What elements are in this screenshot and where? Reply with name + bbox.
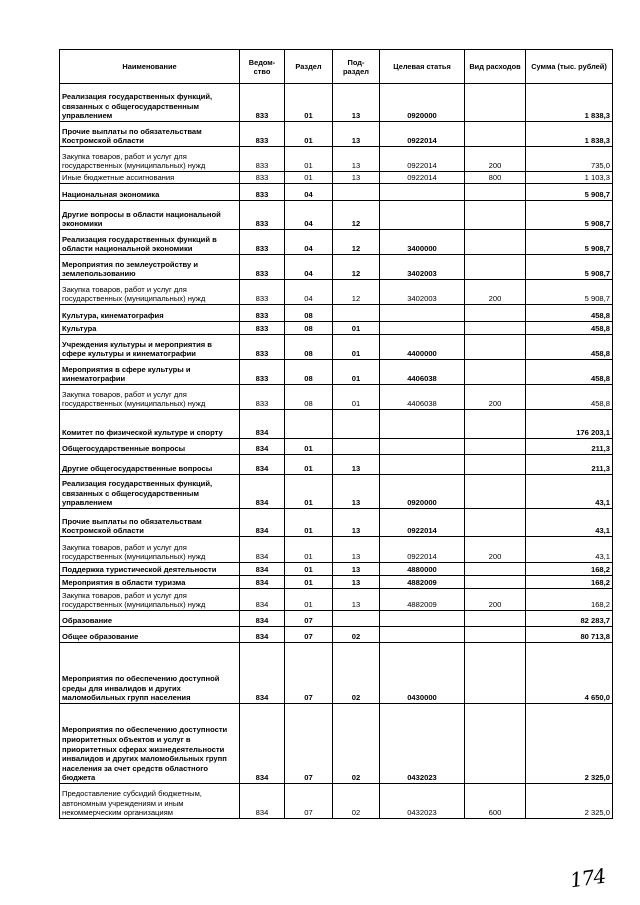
- row-vid-cell: [465, 335, 526, 360]
- row-target-cell: 4406038: [380, 360, 465, 385]
- row-vid-cell: [465, 475, 526, 509]
- row-name-cell: Иные бюджетные ассигнования: [60, 172, 240, 184]
- row-razdel-cell: 01: [285, 439, 333, 455]
- row-sum-cell: 168,2: [526, 589, 613, 611]
- row-target-cell: 4882009: [380, 589, 465, 611]
- row-name-cell: Мероприятия по обеспечению доступности приоритетных объектов и услуг в приоритетных сферах жизнедеятельности инвалидов и других маломобильных групп населения за счет средств областного бюджета: [60, 704, 240, 784]
- row-vid-cell: [465, 122, 526, 147]
- row-vid-cell: [465, 322, 526, 335]
- row-podrazdel-cell: 12: [333, 280, 380, 305]
- table-row: [60, 439, 613, 455]
- row-name-cell: Реализация государственных функций, связанных с общегосударственным управлением: [60, 475, 240, 509]
- row-vid-cell: [465, 439, 526, 455]
- row-vid-cell: 600: [465, 784, 526, 819]
- row-sum-cell: 176 203,1: [526, 410, 613, 439]
- row-podrazdel-cell: 12: [333, 255, 380, 280]
- row-razdel-cell: 01: [285, 563, 333, 576]
- row-name-cell: Мероприятия по обеспечению доступной среды для инвалидов и других маломобильных групп населения: [60, 643, 240, 704]
- row-razdel-cell: 01: [285, 172, 333, 184]
- row-razdel-cell: 01: [285, 475, 333, 509]
- row-razdel-cell: 08: [285, 360, 333, 385]
- row-name-cell: Мероприятия в области туризма: [60, 576, 240, 589]
- row-name-cell: Мероприятия в сфере культуры и кинематографии: [60, 360, 240, 385]
- row-sum-cell: 735,0: [526, 147, 613, 172]
- row-sum-cell: 82 283,7: [526, 611, 613, 627]
- row-vedom-cell: 833: [240, 360, 285, 385]
- row-name-cell: Закупка товаров, работ и услуг для государственных (муниципальных) нужд: [60, 147, 240, 172]
- table-row: [60, 537, 613, 563]
- row-podrazdel-cell: [333, 184, 380, 201]
- row-vid-cell: [465, 509, 526, 537]
- row-podrazdel-cell: 13: [333, 589, 380, 611]
- row-sum-cell: 211,3: [526, 439, 613, 455]
- row-vedom-cell: 834: [240, 563, 285, 576]
- row-sum-cell: 80 713,8: [526, 627, 613, 643]
- header-target: Целевая статья: [380, 50, 465, 84]
- row-target-cell: 0430000: [380, 643, 465, 704]
- table-row: [60, 184, 613, 201]
- row-vid-cell: [465, 410, 526, 439]
- row-target-cell: 0432023: [380, 704, 465, 784]
- row-podrazdel-cell: 13: [333, 537, 380, 563]
- row-vid-cell: 200: [465, 537, 526, 563]
- row-sum-cell: 1 838,3: [526, 84, 613, 122]
- row-sum-cell: 458,8: [526, 335, 613, 360]
- row-razdel-cell: 01: [285, 537, 333, 563]
- header-razdel: Раздел: [285, 50, 333, 84]
- row-target-cell: 4882009: [380, 576, 465, 589]
- row-target-cell: 4880000: [380, 563, 465, 576]
- row-podrazdel-cell: 02: [333, 643, 380, 704]
- table-row: [60, 589, 613, 611]
- row-vedom-cell: 834: [240, 537, 285, 563]
- row-razdel-cell: 01: [285, 84, 333, 122]
- row-target-cell: [380, 184, 465, 201]
- row-target-cell: 0432023: [380, 784, 465, 819]
- row-target-cell: 0922014: [380, 122, 465, 147]
- row-vid-cell: [465, 305, 526, 322]
- row-vedom-cell: 833: [240, 280, 285, 305]
- table-row: [60, 563, 613, 576]
- row-podrazdel-cell: [333, 439, 380, 455]
- row-podrazdel-cell: 13: [333, 122, 380, 147]
- table-row: [60, 305, 613, 322]
- row-sum-cell: 458,8: [526, 360, 613, 385]
- row-vid-cell: [465, 255, 526, 280]
- row-razdel-cell: 04: [285, 255, 333, 280]
- row-podrazdel-cell: 13: [333, 576, 380, 589]
- row-name-cell: Национальная экономика: [60, 184, 240, 201]
- row-vedom-cell: 833: [240, 385, 285, 410]
- row-target-cell: [380, 627, 465, 643]
- row-podrazdel-cell: [333, 611, 380, 627]
- row-razdel-cell: 08: [285, 305, 333, 322]
- row-vid-cell: [465, 184, 526, 201]
- row-podrazdel-cell: 13: [333, 147, 380, 172]
- row-target-cell: 3402003: [380, 280, 465, 305]
- table-row: [60, 255, 613, 280]
- header-name: Наименование: [60, 50, 240, 84]
- table-row: [60, 784, 613, 819]
- row-razdel-cell: 07: [285, 611, 333, 627]
- row-name-cell: Закупка товаров, работ и услуг для государственных (муниципальных) нужд: [60, 280, 240, 305]
- header-vedom: Ведом-ство: [240, 50, 285, 84]
- row-sum-cell: 5 908,7: [526, 255, 613, 280]
- row-vedom-cell: 834: [240, 410, 285, 439]
- row-podrazdel-cell: 02: [333, 627, 380, 643]
- row-vid-cell: 200: [465, 280, 526, 305]
- row-podrazdel-cell: 01: [333, 385, 380, 410]
- row-target-cell: 3400000: [380, 230, 465, 255]
- table-row: [60, 322, 613, 335]
- row-sum-cell: 5 908,7: [526, 184, 613, 201]
- row-sum-cell: 5 908,7: [526, 201, 613, 230]
- table-row: [60, 230, 613, 255]
- row-vid-cell: 200: [465, 385, 526, 410]
- row-target-cell: [380, 201, 465, 230]
- row-vid-cell: 200: [465, 147, 526, 172]
- row-sum-cell: 4 650,0: [526, 643, 613, 704]
- row-vedom-cell: 834: [240, 576, 285, 589]
- row-vedom-cell: 834: [240, 589, 285, 611]
- row-sum-cell: 211,3: [526, 455, 613, 475]
- row-podrazdel-cell: 02: [333, 704, 380, 784]
- row-vid-cell: [465, 576, 526, 589]
- row-vid-cell: [465, 201, 526, 230]
- header-podrazdel: Под-раздел: [333, 50, 380, 84]
- table-row: [60, 704, 613, 784]
- row-podrazdel-cell: 13: [333, 455, 380, 475]
- table-row: [60, 280, 613, 305]
- row-vid-cell: [465, 230, 526, 255]
- row-vedom-cell: 833: [240, 230, 285, 255]
- row-razdel-cell: 01: [285, 576, 333, 589]
- table-row: [60, 475, 613, 509]
- table-row: [60, 643, 613, 704]
- row-sum-cell: 5 908,7: [526, 280, 613, 305]
- row-vid-cell: 800: [465, 172, 526, 184]
- row-razdel-cell: 04: [285, 184, 333, 201]
- row-razdel-cell: 04: [285, 280, 333, 305]
- row-sum-cell: 43,1: [526, 537, 613, 563]
- row-vedom-cell: 834: [240, 643, 285, 704]
- row-vid-cell: [465, 360, 526, 385]
- row-name-cell: Другие общегосударственные вопросы: [60, 455, 240, 475]
- row-vedom-cell: 833: [240, 255, 285, 280]
- row-target-cell: 0922014: [380, 537, 465, 563]
- row-sum-cell: 458,8: [526, 305, 613, 322]
- row-name-cell: Реализация государственных функций, связанных с общегосударственным управлением: [60, 84, 240, 122]
- row-podrazdel-cell: 12: [333, 201, 380, 230]
- row-vid-cell: [465, 84, 526, 122]
- row-sum-cell: 168,2: [526, 576, 613, 589]
- row-vedom-cell: 833: [240, 335, 285, 360]
- table-row: [60, 627, 613, 643]
- row-sum-cell: 1 103,3: [526, 172, 613, 184]
- row-name-cell: Образование: [60, 611, 240, 627]
- row-razdel-cell: 04: [285, 201, 333, 230]
- row-vedom-cell: 833: [240, 322, 285, 335]
- row-razdel-cell: 07: [285, 704, 333, 784]
- row-target-cell: 0920000: [380, 84, 465, 122]
- row-podrazdel-cell: 13: [333, 475, 380, 509]
- table-row: [60, 455, 613, 475]
- row-vid-cell: [465, 455, 526, 475]
- row-sum-cell: 43,1: [526, 509, 613, 537]
- row-vedom-cell: 834: [240, 627, 285, 643]
- row-razdel-cell: 08: [285, 335, 333, 360]
- row-vedom-cell: 833: [240, 84, 285, 122]
- row-sum-cell: 168,2: [526, 563, 613, 576]
- row-razdel-cell: 01: [285, 589, 333, 611]
- table-body: [60, 84, 613, 819]
- row-sum-cell: 5 908,7: [526, 230, 613, 255]
- header-sum: Сумма (тыс. рублей): [526, 50, 613, 84]
- page-number: 174: [568, 863, 607, 893]
- row-podrazdel-cell: 01: [333, 322, 380, 335]
- row-name-cell: Закупка товаров, работ и услуг для государственных (муниципальных) нужд: [60, 537, 240, 563]
- row-vedom-cell: 834: [240, 784, 285, 819]
- row-razdel-cell: [285, 410, 333, 439]
- row-name-cell: Культура: [60, 322, 240, 335]
- row-target-cell: 3402003: [380, 255, 465, 280]
- row-podrazdel-cell: [333, 305, 380, 322]
- row-razdel-cell: 07: [285, 643, 333, 704]
- row-target-cell: 4406038: [380, 385, 465, 410]
- row-razdel-cell: 01: [285, 147, 333, 172]
- row-vedom-cell: 834: [240, 704, 285, 784]
- row-razdel-cell: 04: [285, 230, 333, 255]
- row-vedom-cell: 834: [240, 455, 285, 475]
- table-row: [60, 201, 613, 230]
- row-razdel-cell: 07: [285, 627, 333, 643]
- row-vedom-cell: 834: [240, 509, 285, 537]
- row-target-cell: [380, 439, 465, 455]
- table-row: [60, 576, 613, 589]
- row-vid-cell: [465, 627, 526, 643]
- budget-table: [59, 49, 613, 819]
- row-podrazdel-cell: 13: [333, 563, 380, 576]
- header-vid: Вид расходов: [465, 50, 526, 84]
- row-target-cell: 0922014: [380, 172, 465, 184]
- table-row: [60, 385, 613, 410]
- row-name-cell: Закупка товаров, работ и услуг для государственных (муниципальных) нужд: [60, 385, 240, 410]
- row-podrazdel-cell: [333, 410, 380, 439]
- row-name-cell: Общегосударственные вопросы: [60, 439, 240, 455]
- table-row: [60, 360, 613, 385]
- table-row: [60, 122, 613, 147]
- row-vid-cell: [465, 563, 526, 576]
- row-vedom-cell: 834: [240, 475, 285, 509]
- row-vid-cell: 200: [465, 589, 526, 611]
- row-target-cell: [380, 455, 465, 475]
- row-vedom-cell: 834: [240, 611, 285, 627]
- row-podrazdel-cell: 01: [333, 335, 380, 360]
- table-row: [60, 147, 613, 172]
- row-target-cell: 0922014: [380, 147, 465, 172]
- row-vedom-cell: 833: [240, 184, 285, 201]
- row-razdel-cell: 07: [285, 784, 333, 819]
- row-podrazdel-cell: 02: [333, 784, 380, 819]
- row-razdel-cell: 08: [285, 322, 333, 335]
- row-podrazdel-cell: 13: [333, 509, 380, 537]
- row-name-cell: Мероприятия по землеустройству и землепользованию: [60, 255, 240, 280]
- row-name-cell: Реализация государственных функций в области национальной экономики: [60, 230, 240, 255]
- table-row: [60, 172, 613, 184]
- row-sum-cell: 2 325,0: [526, 704, 613, 784]
- row-vid-cell: [465, 643, 526, 704]
- row-name-cell: Поддержка туристической деятельности: [60, 563, 240, 576]
- row-target-cell: [380, 322, 465, 335]
- row-podrazdel-cell: 13: [333, 172, 380, 184]
- row-razdel-cell: 01: [285, 122, 333, 147]
- row-target-cell: 0920000: [380, 475, 465, 509]
- row-name-cell: Другие вопросы в области национальной экономики: [60, 201, 240, 230]
- row-target-cell: 0922014: [380, 509, 465, 537]
- table-row: [60, 410, 613, 439]
- row-razdel-cell: 01: [285, 509, 333, 537]
- row-sum-cell: 43,1: [526, 475, 613, 509]
- row-vid-cell: [465, 611, 526, 627]
- row-target-cell: [380, 410, 465, 439]
- row-podrazdel-cell: 13: [333, 84, 380, 122]
- row-sum-cell: 2 325,0: [526, 784, 613, 819]
- row-target-cell: [380, 611, 465, 627]
- row-name-cell: Прочие выплаты по обязательствам Костромской области: [60, 122, 240, 147]
- row-name-cell: Закупка товаров, работ и услуг для государственных (муниципальных) нужд: [60, 589, 240, 611]
- row-vedom-cell: 833: [240, 201, 285, 230]
- row-name-cell: Предоставление субсидий бюджетным, автономным учреждениям и иным некоммерческим организациям: [60, 784, 240, 819]
- row-vedom-cell: 833: [240, 147, 285, 172]
- row-target-cell: [380, 305, 465, 322]
- row-vedom-cell: 833: [240, 172, 285, 184]
- row-razdel-cell: 01: [285, 455, 333, 475]
- row-sum-cell: 458,8: [526, 322, 613, 335]
- row-name-cell: Учреждения культуры и мероприятия в сфере культуры и кинематографии: [60, 335, 240, 360]
- row-razdel-cell: 08: [285, 385, 333, 410]
- row-vid-cell: [465, 704, 526, 784]
- row-sum-cell: 458,8: [526, 385, 613, 410]
- row-vedom-cell: 833: [240, 305, 285, 322]
- row-name-cell: Комитет по физической культуре и спорту: [60, 410, 240, 439]
- row-vedom-cell: 833: [240, 122, 285, 147]
- row-name-cell: Культура, кинематография: [60, 305, 240, 322]
- table-header-row: [60, 50, 613, 84]
- row-podrazdel-cell: 12: [333, 230, 380, 255]
- row-sum-cell: 1 838,3: [526, 122, 613, 147]
- row-vedom-cell: 834: [240, 439, 285, 455]
- row-name-cell: Общее образование: [60, 627, 240, 643]
- row-name-cell: Прочие выплаты по обязательствам Костромской области: [60, 509, 240, 537]
- row-target-cell: 4400000: [380, 335, 465, 360]
- table-row: [60, 611, 613, 627]
- table-row: [60, 509, 613, 537]
- table-row: [60, 84, 613, 122]
- table-row: [60, 335, 613, 360]
- row-podrazdel-cell: 01: [333, 360, 380, 385]
